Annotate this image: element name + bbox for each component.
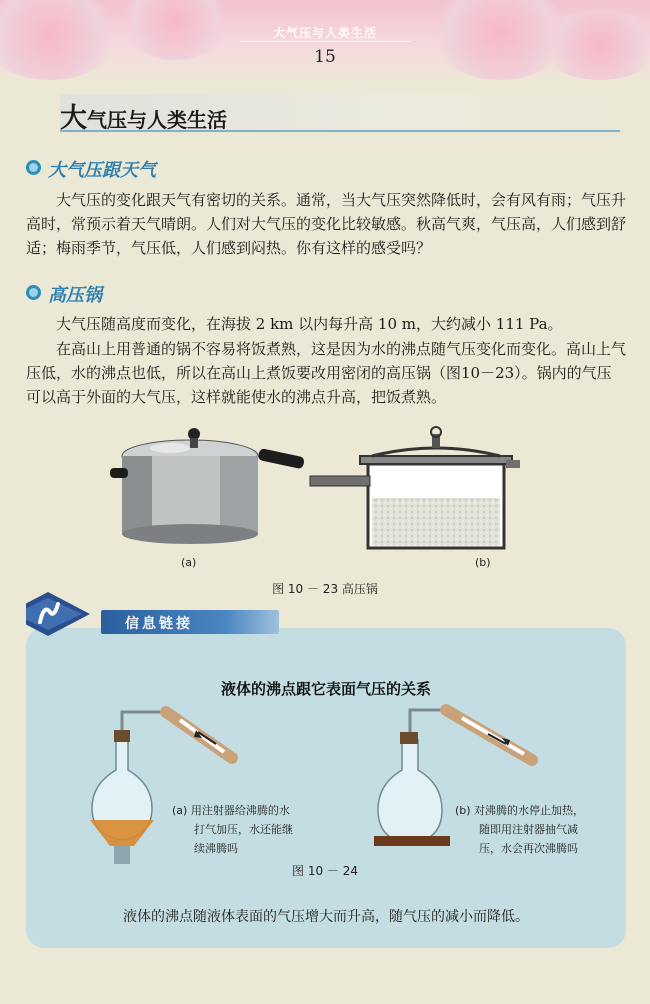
experiment-b-line-2: 随即用注射器抽气减 <box>479 823 578 836</box>
info-link-icon <box>26 592 106 636</box>
experiment-a-line-2: 打气加压，水还能继 <box>194 823 293 836</box>
subheading-weather <box>26 156 156 182</box>
subheading-weather-text: 大气压跟天气 <box>48 160 156 181</box>
bullet-icon <box>26 285 41 300</box>
paragraph-altitude: 大气压随高度而变化，在海拔 2 km 以内每升高 10 m，大约减小 111 Pa。 <box>56 315 563 333</box>
info-title: 液体的沸点跟它表面气压的关系 <box>220 680 431 698</box>
subheading-pressure-cooker-text: 高压锅 <box>48 285 102 306</box>
paragraph-weather: 大气压的变化跟天气有密切的关系。通常，当大气压突然降低时，会有风有雨；气压升高时，常预示着天气晴朗。人们对大气压的变化比较敏感。秋高气爽，气压高，人们感到舒适；梅雨季节，气压低，人们感到闷热。你有这样的感受吗？ <box>26 191 627 257</box>
page-number: 15 <box>314 47 336 67</box>
pressure-cooker-photo <box>110 428 305 544</box>
paragraph-cooker: 在高山上用普通的锅不容易将饭煮熟，这是因为水的沸点随气压变化而变化。高山上气压低，水的沸点也低，所以在高山上煮饭要改用密闭的高压锅（图10－23）。锅内的气压可以高于外面的大气压，这样就能使水的沸点升高，把饭煮熟。 <box>26 340 627 406</box>
experiment-a-text <box>172 801 362 858</box>
blossom-decoration <box>540 10 650 80</box>
info-link-banner <box>26 592 252 636</box>
experiment-a-line-3: 续沸腾吗 <box>194 842 238 855</box>
experiment-a-line-1: (a) 用注射器给沸腾的水 <box>172 804 290 817</box>
running-title: 大气压与人类生活 <box>272 26 377 40</box>
info-summary: 液体的沸点随液体表面的气压增大而升高，随气压的减小而降低。 <box>123 909 529 925</box>
figure-10-23-caption: 图 10 － 23 高压锅 <box>272 582 378 596</box>
pressure-cooker-diagram <box>310 427 520 548</box>
experiment-b-line-1: (b) 对沸腾的水停止加热， <box>455 804 585 817</box>
figure-label-a: (a) <box>181 556 197 569</box>
figure-10-24-caption: 图 10 － 24 <box>292 864 358 878</box>
experiment-b-text <box>455 801 625 858</box>
bullet-icon <box>26 160 41 175</box>
pressure-cooker-illustration <box>110 426 550 571</box>
section-title: 大气压与人类生活 <box>60 103 227 134</box>
section-title-bar <box>60 94 620 132</box>
header-rule <box>240 41 410 42</box>
experiment-b-line-3: 压，水会再次沸腾吗 <box>479 842 578 855</box>
info-link-label-text: 信息链接 <box>125 616 193 632</box>
info-link-label <box>101 610 279 634</box>
subheading-pressure-cooker <box>26 281 102 307</box>
figure-10-23 <box>110 426 550 571</box>
figure-label-b: (b) <box>475 556 491 569</box>
